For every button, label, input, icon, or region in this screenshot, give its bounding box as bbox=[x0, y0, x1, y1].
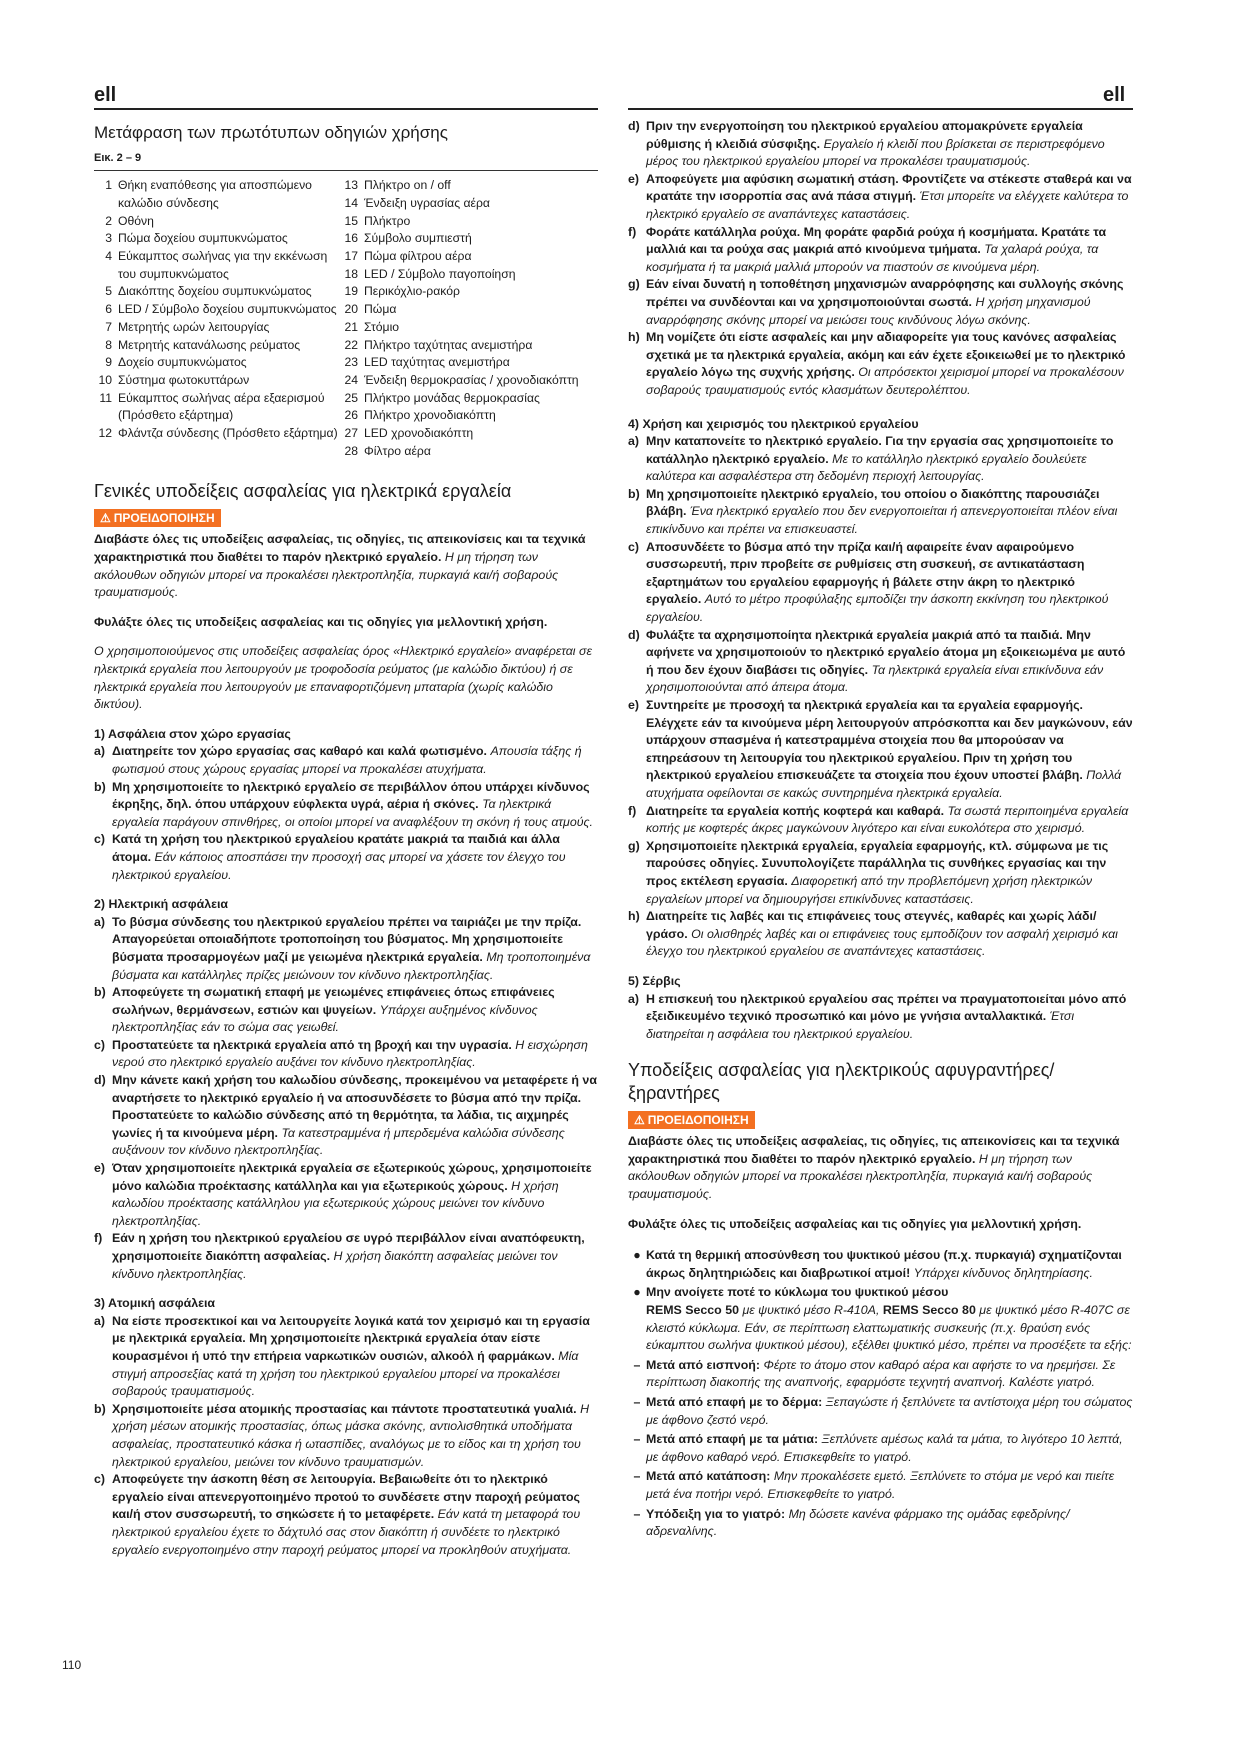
legend-item: 19 Περικόχλιο-ρακόρ bbox=[344, 284, 460, 299]
legend-column-right bbox=[340, 177, 598, 460]
list-item: e) Αποφεύγετε μια αφύσικη σωματική στάση. Φροντίζετε να στέκεστε σταθερά και να κρατάτε την ισορροπία σας ανά πάσα στιγμή. Έτσι μπορείτε να ελέγχετε καλύτερα το ηλεκτρικό εργαλείο σε αναπάντεχες καταστάσεις. bbox=[628, 171, 1132, 221]
legend-item: 5 Διακόπτης δοχείου συμπυκνώματος bbox=[105, 284, 312, 299]
list-item: f) Φοράτε κατάλληλα ρούχα. Μη φοράτε φαρδιά ρούχα ή κοσμήματα. Κρατάτε τα μαλλιά και τα ρούχα σας μακριά από κινούμενα τμήματα. Τα χαλαρά ρούχα, τα κοσμήματα ή τα μακριά μαλλιά μπορούν να πιαστούν σε κινούμενα μέρη. bbox=[628, 224, 1107, 274]
legend-item: 2 Οθόνη bbox=[105, 213, 154, 228]
header-rule-left bbox=[94, 108, 598, 110]
bullet-item: ● Κατά τη θερμική αποσύνθεση του ψυκτικού μέσου (π.χ. πυρκαγιά) σχηματίζονται άκρως δηλητηριώδεις και διαβρωτικοί ατμοί! Υπάρχει κίνδυνος δηλητηρίασης. bbox=[628, 1247, 1133, 1282]
list-item: b) Μη χρησιμοποιείτε ηλεκτρικό εργαλείο, του οποίου ο διακόπτης παρουσιάζει βλάβη. Ένα ηλεκτρικό εργαλείο που δεν ενεργοποιείται ή απενεργοποιείται πλέον είναι επικίνδυνο και πρέπει να επισκευαστεί. bbox=[628, 486, 1118, 537]
legend-item: 9 Δοχείο συμπυκνώματος bbox=[105, 355, 247, 370]
section-heading-work-area: 1) Ασφάλεια στον χώρο εργασίας bbox=[94, 726, 291, 741]
list-item: a) Η επισκευή του ηλεκτρικού εργαλείου σας πρέπει να πραγματοποιείται μόνο από εξειδικευμένο τεχνικό προσωπικό και μόνο με γνήσια ανταλλακτικά. Έτσι διατηρείται η ασφάλεια του ηλεκτρικού εργαλείου. bbox=[628, 991, 1127, 1041]
legend-item: 13 Πλήκτρο on / off bbox=[344, 178, 451, 193]
list-item: b) Χρησιμοποιείτε μέσα ατομικής προστασίας και πάντοτε προστατευτικά γυαλιά. Η χρήση μέσων ατομικής προστασίας, όπως μάσκα σκόνης, αντιολισθητικά υποδήματα ασφαλείας, προστατευτικό κάσκα ή ωτασπίδες, αναλόγως με το είδος και τη χρήση του ηλεκτρικού εργαλείου, μειώνει τον κίνδυνο τραυματισμών. bbox=[94, 1401, 590, 1469]
list-item: a) Μην καταπονείτε το ηλεκτρικό εργαλείο. Για την εργασία σας χρησιμοποιείτε το κατάλληλο ηλεκτρικό εργαλείο. Με το κατάλληλο ηλεκτρικό εργαλείο δουλεύετε καλύτερα και ασφαλέστερα στη δεδομένη περιοχή λειτουργίας. bbox=[628, 434, 1114, 484]
list-item: f) Διατηρείτε τα εργαλεία κοπής κοφτερά και καθαρά. Τα σωστά περιποιημένα εργαλεία κοπής με κοφτερές άκρες μαγκώνουν λιγότερο και είναι ευκολότερα στο χειρισμό. bbox=[628, 803, 1129, 836]
figure-legend bbox=[94, 177, 598, 460]
legend-item: 27 LED χρονοδιακόπτη bbox=[344, 426, 474, 441]
section-heading-service: 5) Σέρβις bbox=[628, 973, 681, 988]
keep-instructions: Φυλάξτε όλες τις υποδείξεις ασφαλείας και τις οδηγίες για μελλοντική χρήση. bbox=[94, 614, 548, 629]
legend-item: 23 LED ταχύτητας ανεμιστήρα bbox=[344, 355, 510, 370]
intro-paragraph: Διαβάστε όλες τις υποδείξεις ασφαλείας, τις οδηγίες, τις απεικονίσεις και τα τεχνικά χαρακτηριστικά που διαθέτει το παρόν ηλεκτρικό εργαλείο. Η μη τήρηση των ακόλουθων οδηγιών μπορεί να προκαλέσει ηλεκτροπληξία, πυρκαγιά και/ή σοβαρούς τραυματισμούς. bbox=[94, 532, 586, 600]
legend-item: 14 Ένδειξη υγρασίας αέρα bbox=[344, 195, 490, 210]
bullet-icon: ● bbox=[633, 1248, 641, 1263]
first-aid-item: – Μετά από εισπνοή: Φέρτε το άτομο στον καθαρό αέρα και αφήστε το να ηρεμήσει. Σε περίπτωση διακοπής της αναπνοής, εφαρμόστε τεχνητή αναπνοή. Καλέστε γιατρό. bbox=[633, 1357, 1116, 1390]
list-item: d) Πριν την ενεργοποίηση του ηλεκτρικού εργαλείου απομακρύνετε εργαλεία ρύθμισης ή κλειδιά σύσφιξης. Εργαλείο ή κλειδί που βρίσκεται σε περιστρεφόμενο μέρος του ηλεκτρικού εργαλείου μπορεί να προκαλέσει τραυματισμούς. bbox=[628, 119, 1105, 169]
list-item: b) Αποφεύγετε τη σωματική επαφή με γειωμένες επιφάνειες όπως επιφάνειες σωλήνων, θερμάνσεων, εστιών και ψυγείων. Υπάρχει αυξημένος κίνδυνος ηλεκτροπληξίας εάν το σώμα σας γειωθεί. bbox=[94, 985, 555, 1035]
legend-item: 3 Πώμα δοχείου συμπυκνώματος bbox=[105, 231, 288, 246]
dehumidifier-safety-heading: Υποδείξεις ασφαλείας για ηλεκτρικούς αφυγραντήρες/ ξηραντήρες bbox=[628, 1060, 1055, 1104]
list-item: c) Αποφεύγετε την άσκοπη θέση σε λειτουργία. Βεβαιωθείτε ότι το ηλεκτρικό εργαλείο είναι απενεργοποιημένο προτού το συνδέσετε στην παροχή ρεύματος και/ή στον συσσωρευτή, το σηκώσετε ή το μεταφέρετε. Εάν κατά τη μεταφορά του ηλεκτρικού εργαλείου έχετε το δάχτυλό σας στον διακόπτη ή συνδέετε το ηλεκτρικό εργαλείο ενεργοποιημένο στην παροχή ρεύματος μπορεί να προκληθούν ατυχήματα. bbox=[94, 1472, 581, 1557]
warning-icon: ⚠ bbox=[634, 1113, 645, 1128]
legend-item: 20 Πώμα bbox=[344, 302, 397, 317]
list-item: f) Εάν η χρήση του ηλεκτρικού εργαλείου σε υγρό περιβάλλον είναι αναπόφευκτη, χρησιμοποιείτε διακόπτη ασφαλείας. Η χρήση διακόπτη ασφαλείας μειώνει τον κίνδυνο ηλεκτροπληξίας. bbox=[94, 1231, 585, 1281]
language-tag-right: ell bbox=[1103, 84, 1126, 106]
legend-item: 24 Ένδειξη θερμοκρασίας / χρονοδιακόπτη bbox=[344, 372, 579, 387]
list-item: c) Κατά τη χρήση του ηλεκτρικού εργαλείου κρατάτε μακριά τα παιδιά και άλλα άτομα. Εάν κάποιος αποσπάσει την προσοχή σας μπορεί να χάσετε τον έλεγχο του ηλεκτρικού εργαλείου. bbox=[94, 832, 566, 882]
section-heading-electrical: 2) Ηλεκτρική ασφάλεια bbox=[94, 897, 229, 912]
list-item: g) Εάν είναι δυνατή η τοποθέτηση μηχανισμών αναρρόφησης και συλλογής σκόνης πρέπει να συνδέονται και να χρησιμοποιούνται σωστά. Η χρήση μηχανισμού αναρρόφησης σκόνης μπορεί να μειώσει τους κινδύνους λόγω σκόνης. bbox=[628, 277, 1124, 327]
legend-item: 22 Πλήκτρο ταχύτητας ανεμιστήρα bbox=[344, 337, 533, 352]
legend-item: 7 Μετρητής ωρών λειτουργίας bbox=[105, 319, 270, 334]
right-column bbox=[628, 118, 1133, 1541]
bullet-item: ● Μην ανοίγετε ποτέ το κύκλωμα του ψυκτικού μέσου REMS Secco 50 με ψυκτικό μέσο R-410A, REMS Secco 80 με ψυκτικό μέσο R-407C σε κλειστό κύκλωμα. Εάν, σε περίπτωση ελαττωματικής συσκευής (π.χ. θραύση ενός εύκαμπτου σωλήνα ψυκτικού μέσου), εξέλθει ψυκτικό μέσο, πρέπει να προσέξετε τα εξής: bbox=[628, 1284, 1133, 1354]
legend-item: 12 Φλάντζα σύνδεσης (Πρόσθετο εξάρτημα) bbox=[98, 426, 338, 441]
page-number: 110 bbox=[62, 1658, 82, 1672]
legend-column-left bbox=[94, 177, 340, 460]
figure-label: Εικ. 2 – 9 bbox=[94, 150, 598, 172]
list-item: d) Φυλάξτε τα αχρησιμοποίητα ηλεκτρικά εργαλεία μακριά από τα παιδιά. Μην αφήνετε να χρησιμοποιούν το ηλεκτρικό εργαλείο άτομα μη εξοικειωμένα με αυτό ή που δεν έχουν διαβάσει τις οδηγίες. Τα ηλεκτρικά εργαλεία είναι επικίνδυνα εάν χρησιμοποιούνται από άπειρα άτομα. bbox=[628, 627, 1126, 695]
list-item: e) Όταν χρησιμοποιείτε ηλεκτρικά εργαλεία σε εξωτερικούς χώρους, χρησιμοποιείτε μόνο καλώδια προέκτασης κατάλληλα και για εξωτερικούς χώρους. Η χρήση καλωδίου προέκτασης κατάλληλου για εξωτερικούς χώρους μειώνει τον κίνδυνο ηλεκτροπληξίας. bbox=[94, 1161, 592, 1228]
list-item: c) Αποσυνδέετε το βύσμα από την πρίζα και/ή αφαιρείτε έναν αφαιρούμενο συσσωρευτή, πριν προβείτε σε ρυθμίσεις στη συσκευή, σε αντικατάσταση εξαρτημάτων του εργαλείου εφαρμογής ή βάλετε στην άκρη το ηλεκτρικό εργαλείο. Αυτό το μέτρο προφύλαξης εμποδίζει την άσκοπη εκκίνηση του ηλεκτρικού εργαλείου. bbox=[628, 539, 1109, 625]
intro-paragraph: Διαβάστε όλες τις υποδείξεις ασφαλείας, τις οδηγίες, τις απεικονίσεις και τα τεχνικά χαρακτηριστικά που διαθέτει το παρόν ηλεκτρικό εργαλείο. Η μη τήρηση των ακόλουθων οδηγιών μπορεί να προκαλέσει ηλεκτροπληξία, πυρκαγιά και/ή σοβαρούς τραυματισμούς. bbox=[628, 1134, 1120, 1202]
page-title: Μετάφραση των πρωτότυπων οδηγιών χρήσης bbox=[94, 123, 448, 142]
first-aid-item: – Μετά από επαφή με τα μάτια: Ξεπλύνετε αμέσως καλά τα μάτια, το λιγότερο 10 λεπτά, με άφθονο καθαρό νερό. Επισκεφθείτε το γιατρό. bbox=[633, 1432, 1123, 1464]
list-item: a) Διατηρείτε τον χώρο εργασίας σας καθαρό και καλά φωτισμένο. Απουσία τάξης ή φωτισμού στους χώρους εργασίας μπορεί να προκαλέσει ατυχήματα. bbox=[94, 744, 582, 776]
warning-label: ⚠ ΠΡΟΕΙΔΟΠΟΙΗΣΗ bbox=[628, 1111, 755, 1129]
legend-item: 18 LED / Σύμβολο παγοποίηση bbox=[344, 266, 516, 281]
legend-item: 11 Εύκαμπτος σωλήνας αέρα εξαερισμού (Πρόσθετο εξάρτημα) bbox=[99, 390, 325, 423]
list-item: c) Προστατεύετε τα ηλεκτρικά εργαλεία από τη βροχή και την υγρασία. Η εισχώρηση νερού στο ηλεκτρικό εργαλείο αυξάνει τον κίνδυνο ηλεκτροπληξίας. bbox=[94, 1037, 588, 1070]
language-tag-left: ell bbox=[94, 84, 117, 106]
legend-item: 28 Φίλτρο αέρα bbox=[344, 443, 431, 458]
legend-item: 4 Εύκαμπτος σωλήνας για την εκκένωση του συμπυκνώματος bbox=[105, 249, 328, 281]
keep-instructions: Φυλάξτε όλες τις υποδείξεις ασφαλείας και τις οδηγίες για μελλοντική χρήση. bbox=[628, 1216, 1082, 1231]
term-note: Ο χρησιμοποιούμενος στις υποδείξεις ασφαλείας όρος «Ηλεκτρικό εργαλείο» αναφέρεται σε ηλεκτρικά εργαλεία που λειτουργούν με τροφοδοσία ρεύματος (με καλώδιο δικτύου) ή σε ηλεκτρικά εργαλεία που λειτουργούν με επαναφορτιζόμενη μπαταρία (χωρίς καλώδιο δικτύου). bbox=[94, 644, 592, 712]
list-item: h) Μη νομίζετε ότι είστε ασφαλείς και μην αδιαφορείτε για τους κανόνες ασφαλείας σχετικά με τα ηλεκτρικά εργαλεία, ακόμη και εάν έχετε εξοικειωθεί με το ηλεκτρικό εργαλείο λόγω της συχνής χρήσης. Οι απρόσεκτοι χειρισμοί μπορεί να προκαλέσουν σοβαρούς τραυματισμούς εντός κλασμάτων δευτερολέπτου. bbox=[628, 330, 1126, 397]
header-rule-right bbox=[628, 108, 1133, 110]
general-safety-heading: Γενικές υποδείξεις ασφαλείας για ηλεκτρικά εργαλεία bbox=[94, 481, 512, 502]
left-column bbox=[94, 118, 598, 1559]
legend-item: 10 Σύστημα φωτοκυττάρων bbox=[98, 372, 250, 387]
legend-item: 8 Μετρητής κατανάλωσης ρεύματος bbox=[105, 337, 301, 352]
section-heading-personal: 3) Ατομική ασφάλεια bbox=[94, 1296, 216, 1311]
first-aid-item: – Υπόδειξη για το γιατρό: Μη δώσετε κανένα φάρμακο της ομάδας εφεδρίνης/ αδρεναλίνης. bbox=[633, 1506, 1070, 1539]
legend-item: 26 Πλήκτρο χρονοδιακόπτη bbox=[344, 408, 496, 423]
legend-item: 17 Πώμα φίλτρου αέρα bbox=[344, 249, 472, 263]
legend-item: 1 Θήκη εναπόθεσης για αποσπώμενο καλώδιο σύνδεσης bbox=[105, 178, 312, 210]
list-item: e) Συντηρείτε με προσοχή τα ηλεκτρικά εργαλεία και τα εργαλεία εφαρμογής. Ελέγχετε εάν τα κινούμενα μέρη λειτουργούν απρόσκοπτα και δεν μαγκώνουν, εάν υπάρχουν σπασμένα ή κατεστραμμένα στοιχεία που θα μπορούσαν να επηρεάσουν τη λειτουργία του ηλεκτρικού εργαλείου. Πριν τη χρήση του ηλεκτρικού εργαλείου επισκευάζετε τα στοιχεία που έχουν υποστεί βλάβη. Πολλά ατυχήματα οφείλονται σε κακώς συντηρημένα ηλεκτρικά εργαλεία. bbox=[628, 698, 1133, 800]
warning-icon: ⚠ bbox=[100, 511, 111, 526]
legend-item: 21 Στόμιο bbox=[344, 319, 400, 334]
section-heading-use: 4) Χρήση και χειρισμός του ηλεκτρικού εργαλείου bbox=[628, 416, 919, 431]
list-item: b) Μη χρησιμοποιείτε το ηλεκτρικό εργαλείο σε περιβάλλον όπου υπάρχει κίνδυνος έκρηξης, δηλ. όπου υπάρχουν εύφλεκτα υγρά, αέρια ή σκόνες. Τα ηλεκτρικά εργαλεία παράγουν σπινθήρες, οι οποίοι μπορεί να αναφλέξουν τη σκόνη ή τους ατμούς. bbox=[94, 779, 593, 829]
first-aid-item: – Μετά από επαφή με το δέρμα: Ξεπαγώστε ή ξεπλύνετε τα αντίστοιχα μέρη του σώματος με άφθονο ζεστό νερό. bbox=[633, 1395, 1133, 1427]
list-item: a) Να είστε προσεκτικοί και να λειτουργείτε λογικά κατά τον χειρισμό και τη εργασία με ηλεκτρικά εργαλεία. Μη χρησιμοποιείτε ηλεκτρικά εργαλεία όταν είστε κουρασμένοι ή υπό την επήρεια ναρκωτικών ουσιών, αλκοόλ ή φαρμάκων. Μία στιγμή απροσεξίας κατά τη χρήση του ηλεκτρικού εργαλείου μπορεί να προκαλέσει σοβαρούς τραυματισμούς. bbox=[94, 1313, 590, 1399]
legend-item: 15 Πλήκτρο bbox=[344, 213, 411, 228]
list-item: h) Διατηρείτε τις λαβές και τις επιφάνειες τους στεγνές, καθαρές και χωρίς λάδι/γράσο. Οι ολισθηρές λαβές και οι επιφάνειες τους εμποδίζουν τον ασφαλή χειρισμό και έλεγχο του ηλεκτρικού εργαλείου σε αναπάντεχες καταστάσεις. bbox=[628, 909, 1118, 959]
first-aid-item: – Μετά από κατάποση: Μην προκαλέσετε εμετό. Ξεπλύνετε το στόμα με νερό και πιείτε μετά ένα ποτήρι νερό. Επισκεφθείτε το γιατρό. bbox=[633, 1469, 1115, 1501]
bullet-icon: ● bbox=[633, 1285, 641, 1300]
list-item: g) Χρησιμοποιείτε ηλεκτρικά εργαλεία, εργαλεία εφαρμογής, κτλ. σύμφωνα με τις παρούσες οδηγίες. Συνυπολογίζετε παράλληλα τις συνθήκες εργασίας και την προς εκτέλεση εργασία. Διαφορετική από την προβλεπόμενη χρήση ηλεκτρικών εργαλείων μπορεί να δημιουργήσει επικίνδυνες καταστάσεις. bbox=[628, 838, 1109, 906]
legend-item: 16 Σύμβολο συμπιεστή bbox=[344, 231, 472, 246]
legend-item: 25 Πλήκτρο μονάδας θερμοκρασίας bbox=[344, 390, 540, 405]
list-item: a) Το βύσμα σύνδεσης του ηλεκτρικού εργαλείου πρέπει να ταιριάζει με την πρίζα. Απαγορεύεται οποιαδήποτε τροποποίηση του βύσματος. Μη χρησιμοποιείτε βύσματα προσαρμογέων μαζί με γειωμένα ηλεκτρικά εργαλεία. Μη τροποποιημένα βύσματα και κατάλληλες πρίζες μειώνουν τον κίνδυνο ηλεκτροπληξίας. bbox=[94, 914, 591, 982]
legend-item: 6 LED / Σύμβολο δοχείου συμπυκνώματος bbox=[105, 302, 337, 317]
list-item: d) Μην κάνετε κακή χρήση του καλωδίου σύνδεσης, προκειμένου να μεταφέρετε ή να αναρτήσετε το ηλεκτρικό εργαλείο ή να αποσυνδέσετε το βύσμα από την πρίζα. Προστατεύετε το καλώδιο σύνδεσης από τη θερμότητα, τα λάδια, τις αιχμηρές γωνίες ή τα κινούμενα μέρη. Τα κατεστραμμένα ή μπερδεμένα καλώδια σύνδεσης αυξάνουν τον κίνδυνο ηλεκτροπληξίας. bbox=[94, 1073, 597, 1158]
warning-label: ⚠ ΠΡΟΕΙΔΟΠΟΙΗΣΗ bbox=[94, 509, 221, 527]
